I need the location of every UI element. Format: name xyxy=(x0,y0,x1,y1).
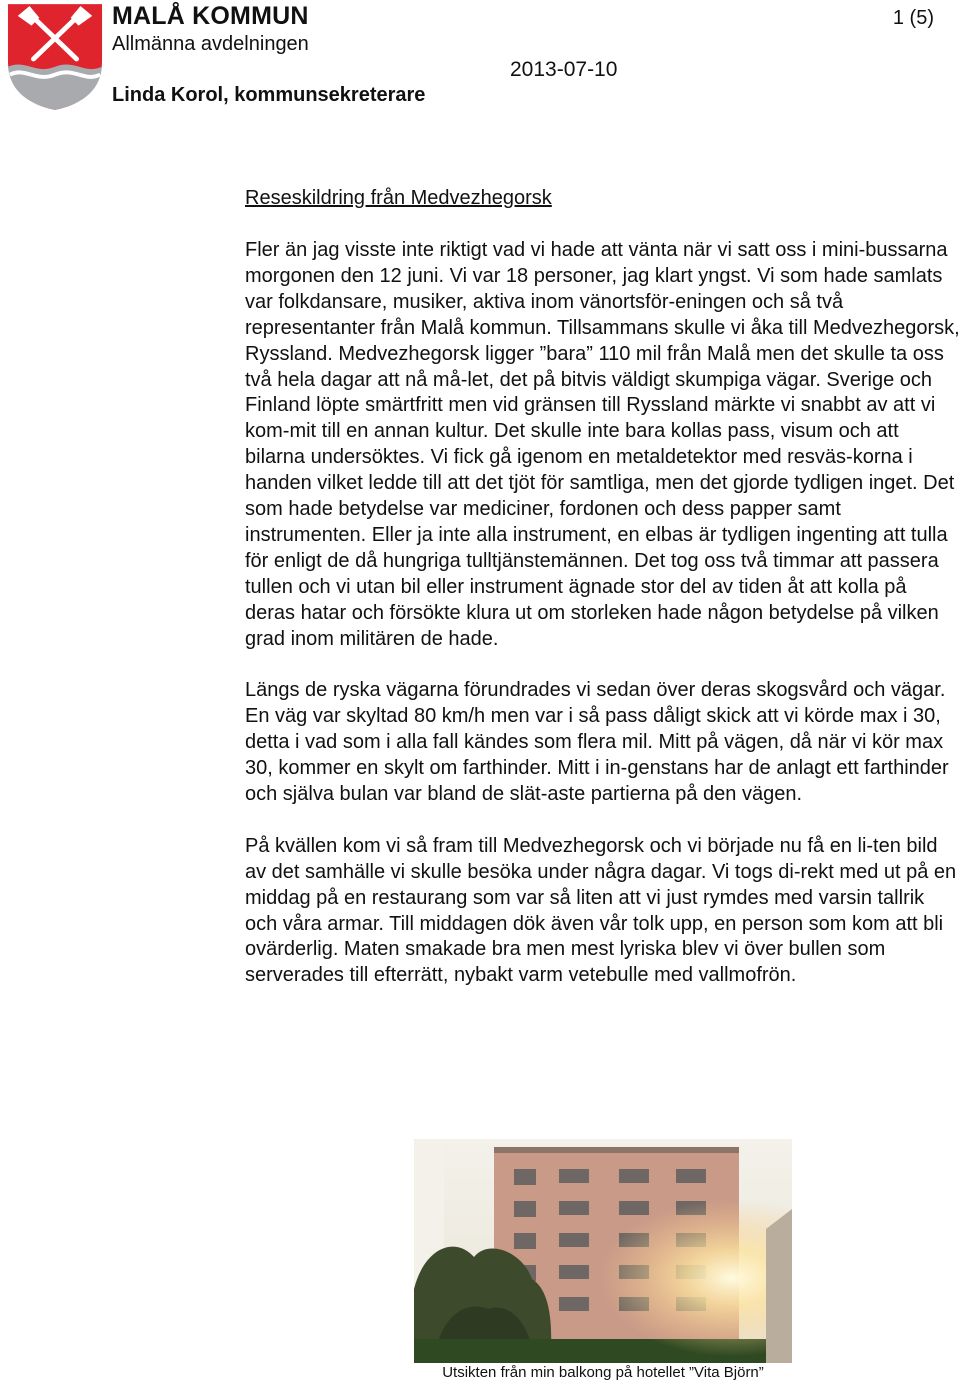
author-line: Linda Korol, kommunsekreterare xyxy=(112,84,426,106)
hotel-balcony-photo xyxy=(414,1139,792,1363)
document-date: 2013-07-10 xyxy=(510,58,618,81)
body-paragraph: På kvällen kom vi så fram till Medvezhegorsk och vi började nu få en li-ten bild av det samhälle vi skulle besöka under några dagar. Vi togs di-rekt med ut på en middag på en restaurang som var så liten att vi just rymdes med varsin tallrik och våra armar. Till middagen dök även vår tolk upp, en person som kom att bli ovärderlig. Maten smakade bra men mest lyriska blev vi över bullen som serverades till efterrätt, nybakt varm vetebulle med vallmofrön. xyxy=(245,834,957,987)
org-name: MALÅ KOMMUN xyxy=(112,2,309,30)
document-title: Reseskildring från Medvezhegorsk xyxy=(245,187,552,209)
document-body xyxy=(245,238,960,1015)
department-name: Allmänna avdelningen xyxy=(112,33,309,55)
photo-caption: Utsikten från min balkong på hotellet ”Vita Björn” xyxy=(442,1364,764,1381)
body-paragraph: Fler än jag visste inte riktigt vad vi hade att vänta när vi satt oss i mini-bussarna morgonen den 12 juni. Vi var 18 personer, jag klart yngst. Vi som hade samlats var folkdansare, musiker, aktiva inom vänortsför-eningen och så två representanter från Malå kommun. Tillsammans skulle vi åka till Medvezhegorsk, Ryssland. Medvezhegorsk ligger ”bara” 110 mil från Malå men det skulle ta oss två hela dagar att nå må-let, det på bitvis väldigt skumpiga vägar. Sverige och Finland löpte smärtfritt men vid gränsen till Ryssland märkte vi snabbt av att vi kom-mit till en annan kultur. Det skulle inte bara kollas pass, visum och att bilarna undersöktes. Vi fick gå igenom en metaldetektor med resväs-korna i handen vilket ledde till att det tjöt för samtliga, men det gjorde tydligen inget. Det som hade betydelse var mediciner, fordonen och dess papper samt instrumenten. Eller ja inte alla instrument, en elbas är tydligen ingenting att tulla för enligt de då hungriga tulltjänstemännen. Det tog oss två timmar att passera tullen och vi utan bil eller instrument ägnade stor del av tiden åt att kolla på deras hatar och försökte klura ut om storleken hade någon betydelse på vilken grad inom militären de hade. xyxy=(245,239,960,650)
body-paragraph: Längs de ryska vägarna förundrades vi sedan över deras skogsvård och vägar. En väg var skyltad 80 km/h men var i så pass dåligt skick att vi körde max i 30, detta i vad som i alla fall kändes som flera mil. Mitt på vägen, då när vi kör max 30, kommer en skylt om farthinder. Mitt i in-genstans har de anlagt ett farthinder och själva bulan var bland de slät-aste partierna på den vägen. xyxy=(245,679,949,806)
page-number: 1 (5) xyxy=(892,7,934,29)
mala-coat-of-arms-icon xyxy=(6,2,104,112)
